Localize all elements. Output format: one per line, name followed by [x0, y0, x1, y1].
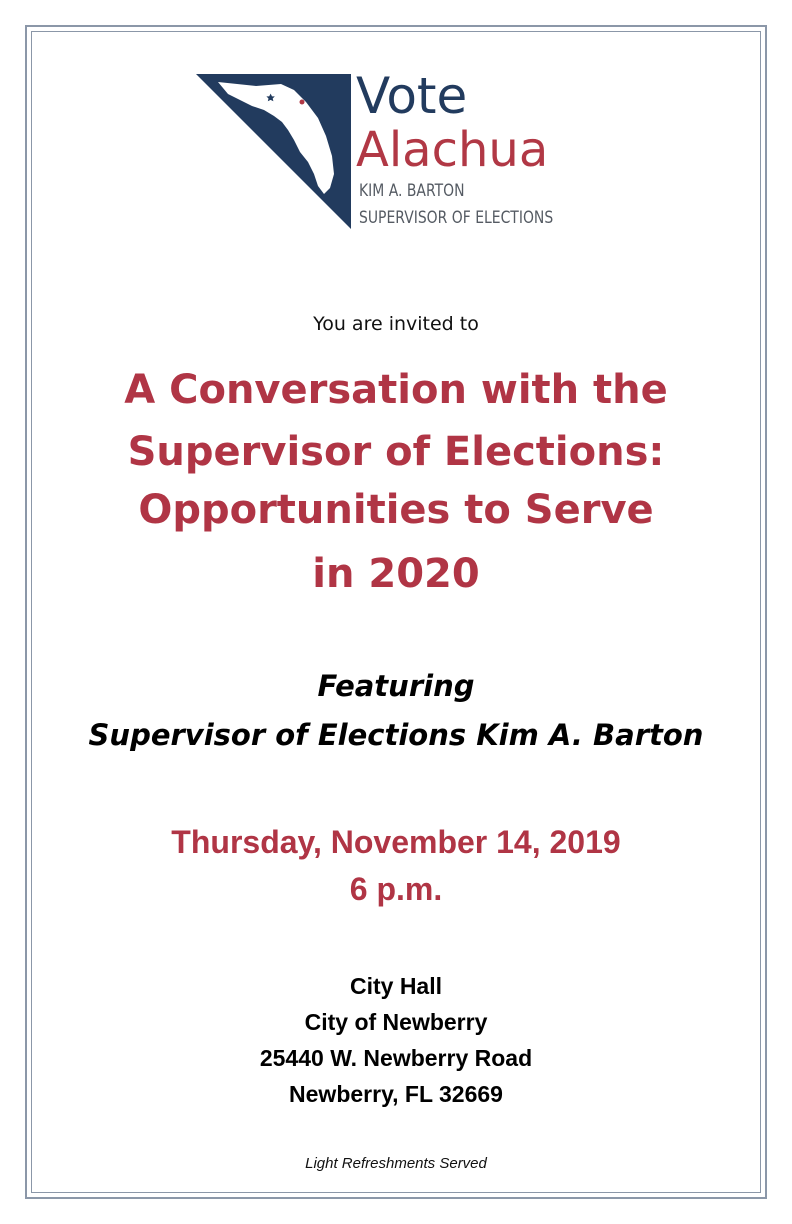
logo-official-name: KIM A. BARTON — [359, 181, 465, 201]
featured-guest: Supervisor of Elections Kim A. Barton — [88, 718, 704, 752]
vote-alachua-logo — [196, 67, 596, 234]
logo-county-text: Alachua — [356, 122, 549, 178]
logo-official-role: SUPERVISOR OF ELECTIONS — [359, 208, 554, 228]
event-title-line-4: in 2020 — [312, 551, 480, 597]
featuring-label: Featuring — [317, 669, 475, 703]
venue-building: City Hall — [349, 973, 443, 999]
event-date: Thursday, November 14, 2019 — [171, 824, 621, 860]
event-time: 6 p.m. — [349, 871, 443, 907]
venue-street-address: 25440 W. Newberry Road — [259, 1045, 533, 1071]
venue-city: City of Newberry — [304, 1009, 488, 1035]
event-title-line-3: Opportunities to Serve — [138, 487, 654, 533]
refreshments-note: Light Refreshments Served — [305, 1155, 487, 1172]
logo-vote-text: Vote — [356, 67, 468, 125]
venue-city-state-zip: Newberry, FL 32669 — [289, 1081, 503, 1107]
florida-map-icon — [196, 74, 356, 234]
event-title-line-1: A Conversation with the — [124, 367, 668, 413]
invitation-intro: You are invited to — [313, 313, 479, 335]
event-title-line-2: Supervisor of Elections: — [127, 429, 665, 475]
